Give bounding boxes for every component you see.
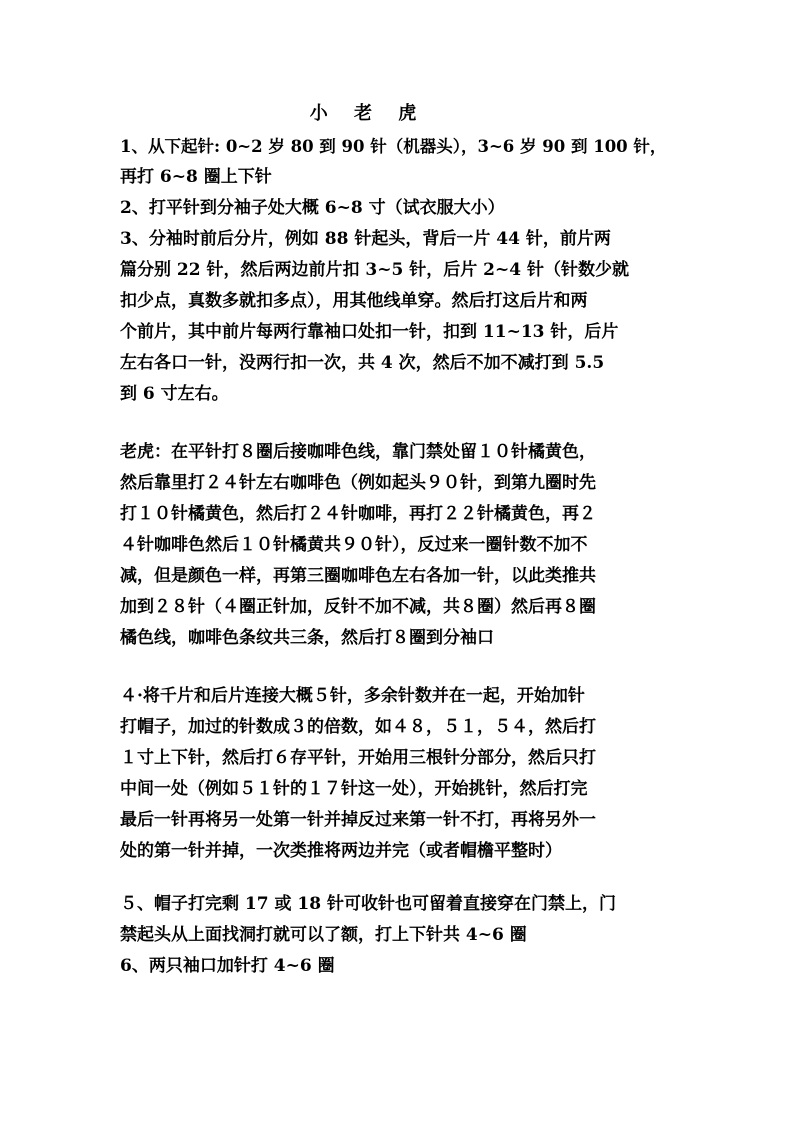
text-line: 篇分别 22 针，然后两边前片扣 3~5 针，后片 2~4 针（针数少就 xyxy=(120,260,629,280)
paragraph-spacer xyxy=(120,654,680,681)
paragraph-steps-5-6 xyxy=(120,889,680,982)
paragraph-step-4-hood xyxy=(120,681,680,867)
text-line: 个前片，其中前片每两行靠袖口处扣一针，扣到 11~13 针，后片 xyxy=(120,322,619,342)
paragraph-tiger-pattern xyxy=(120,437,680,654)
document-body xyxy=(120,131,680,982)
text-line: 6、两只袖口加针打 4~6 圈 xyxy=(120,956,335,976)
text-line: 最后一针再将另一处第一针并掉反过来第一针不打，再将另外一 xyxy=(120,810,596,830)
text-line: １寸上下针，然后打６存平针，开始用三根针分部分，然后只打 xyxy=(120,748,596,768)
paragraph-spacer xyxy=(120,867,680,889)
text-line: 左右各口一针，没两行扣一次，共 4 次，然后不加不减打到 5.5 xyxy=(120,353,605,373)
paragraph-spacer xyxy=(120,410,680,437)
text-line: 再打 6~8 圈上下针 xyxy=(120,167,272,187)
text-line: 处的第一针并掉，一次类推将两边并完（或者帽檐平整时） xyxy=(120,841,562,861)
text-line: ４·将千片和后片连接大概５针，多余针数并在一起，开始加针 xyxy=(120,686,585,706)
text-line: 打１０针橘黄色，然后打２４针咖啡，再打２２针橘黄色，再２ xyxy=(120,504,596,524)
text-line: 3、分袖时前后分片，例如 88 针起头，背后一片 44 针，前片两 xyxy=(120,229,611,249)
text-line: 1、从下起针: 0~2 岁 80 到 90 针（机器头），3~6 岁 90 到 100 针， xyxy=(120,137,667,156)
paragraph-steps-1-3 xyxy=(120,131,680,410)
text-line: 然后靠里打２４针左右咖啡色（例如起头９０针，到第九圈时先 xyxy=(120,473,596,493)
text-line: 减，但是颜色一样，再第三圈咖啡色左右各加一针，以此类推共 xyxy=(120,566,596,586)
text-line: 2、打平针到分袖子处大概 6~8 寸（试衣服大小） xyxy=(120,198,505,218)
text-line: 橘色线，咖啡色条纹共三条，然后打８圈到分袖口 xyxy=(120,628,494,648)
text-line: 禁起头从上面找洞打就可以了额，打上下针共 4~6 圈 xyxy=(120,925,527,945)
text-line: 老虎：在平针打８圈后接咖啡色线，靠门禁处留１０针橘黄色， xyxy=(120,442,596,462)
text-line: ５、帽子打完剩 17 或 18 针可收针也可留着直接穿在门禁上，门 xyxy=(120,894,616,914)
text-line: 打帽子，加过的针数成３的倍数，如４８，５１，５４，然后打 xyxy=(120,717,596,737)
text-line: 中间一处（例如５１针的１７针这一处），开始挑针，然后打完 xyxy=(120,779,588,799)
text-line: 加到２８针（４圈正针加，反针不加不减，共８圈）然后再８圈 xyxy=(120,597,596,617)
text-line: ４针咖啡色然后１０针橘黄共９０针），反过来一圈针数不加不 xyxy=(120,535,588,555)
text-line: 到 6 寸左右。 xyxy=(120,384,229,404)
page-title: 小 老 虎 xyxy=(309,103,427,124)
text-line: 扣少点，真数多就扣多点），用其他线单穿。然后打这后片和两 xyxy=(120,291,588,311)
